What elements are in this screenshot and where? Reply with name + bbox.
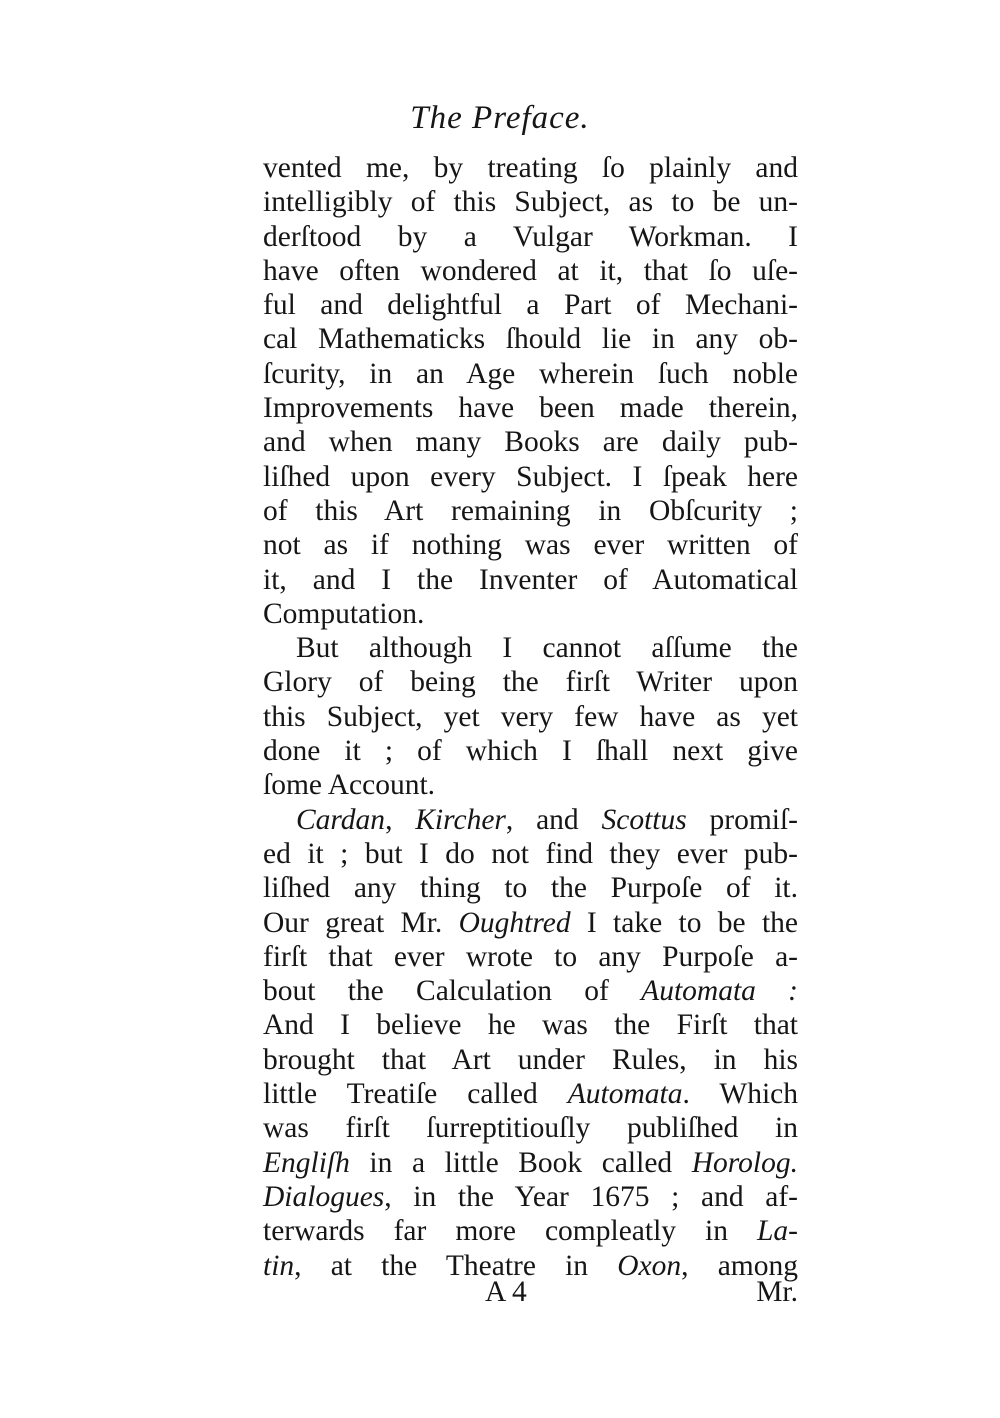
text-line: done it ; of which I ſhall next give	[263, 735, 798, 768]
italic-name: Kircher	[415, 803, 506, 836]
text-run: little Treatiſe called	[263, 1078, 568, 1111]
text-line: Glory of being the firſt Writer upon	[263, 666, 798, 699]
text-run: I take to be the	[570, 906, 798, 939]
text-line: derſtood by a Vulgar Workman. I	[263, 220, 798, 253]
text-line: intelligibly of this Subject, as to be un-	[263, 186, 798, 219]
text-line: Improvements have been made therein,	[263, 392, 798, 425]
italic-term: tin	[263, 1249, 295, 1282]
text-line: have often wondered at it, that ſo uſe-	[263, 254, 798, 287]
text-line: ſcurity, in an Age wherein ſuch noble	[263, 357, 798, 390]
text-run: , in the Year 1675 ; and af-	[384, 1180, 798, 1213]
text-line: not as if nothing was ever written of	[263, 529, 798, 562]
text-line	[263, 1077, 798, 1111]
text-line	[263, 1146, 798, 1180]
text-line: firſt that ever wrote to any Purpoſe a-	[263, 940, 798, 973]
text-run: bout the Calculation of	[263, 975, 642, 1008]
text-line: it, and I the Inventer of Automatical	[263, 563, 798, 596]
text-line: ſome Account.	[263, 769, 436, 802]
text-line: And I believe he was the Firſt that	[263, 1009, 798, 1042]
text-line: was firſt ſurreptitiouſly publiſhed in	[263, 1112, 798, 1145]
italic-term: Horolog.	[691, 1146, 798, 1179]
text-line	[263, 1180, 798, 1214]
body-text	[263, 151, 798, 1283]
italic-term: Engliſh	[263, 1146, 350, 1179]
text-line	[263, 803, 798, 837]
text-run: ,	[385, 803, 416, 836]
text-line: ful and delightful a Part of Mechani-	[263, 289, 798, 322]
text-line: liſhed any thing to the Purpoſe of it.	[263, 872, 798, 905]
text-line: liſhed upon every Subject. I ſpeak here	[263, 460, 798, 493]
text-line: vented me, by treating ſo plainly and	[263, 152, 798, 184]
text-line	[263, 1214, 798, 1248]
text-line	[263, 974, 798, 1008]
text-line: this Subject, yet very few have as yet	[263, 700, 798, 733]
text-line	[263, 906, 798, 940]
text-run: , at the Theatre in	[294, 1249, 618, 1282]
text-line: brought that Art under Rules, in his	[263, 1043, 798, 1076]
text-run: , among	[681, 1249, 799, 1282]
italic-name: Oughtred	[458, 906, 571, 939]
text-run: promiſ-	[686, 803, 798, 836]
running-title: The Preface.	[410, 100, 590, 136]
italic-term: Dialogues	[263, 1180, 385, 1213]
italic-name: Cardan	[296, 803, 386, 836]
italic-term: Automata :	[641, 975, 798, 1008]
text-line: ed it ; but I do not find they ever pub-	[263, 837, 798, 870]
italic-term: La-	[757, 1215, 798, 1248]
text-run: Our great Mr.	[263, 906, 459, 939]
text-line: of this Art remaining in Obſcurity ;	[263, 494, 798, 527]
italic-term: Automata	[567, 1078, 683, 1111]
italic-name: Scottus	[601, 803, 687, 836]
italic-term: Oxon	[617, 1249, 682, 1282]
text-run: , and	[505, 803, 602, 836]
text-line: Computation.	[263, 597, 425, 630]
page-footer	[263, 1272, 798, 1312]
text-line: and when many Books are daily pub-	[263, 426, 798, 459]
text-run: . Which	[682, 1078, 798, 1111]
catchword: Mr.	[756, 1276, 798, 1308]
text-run: in a little Book called	[349, 1146, 692, 1179]
signature-mark: A 4	[485, 1276, 527, 1308]
text-run: terwards far more compleatly in	[263, 1215, 758, 1248]
text-line: cal Mathematicks ſhould lie in any ob-	[263, 323, 798, 356]
text-line: But although I cannot aſſume the	[296, 632, 798, 665]
